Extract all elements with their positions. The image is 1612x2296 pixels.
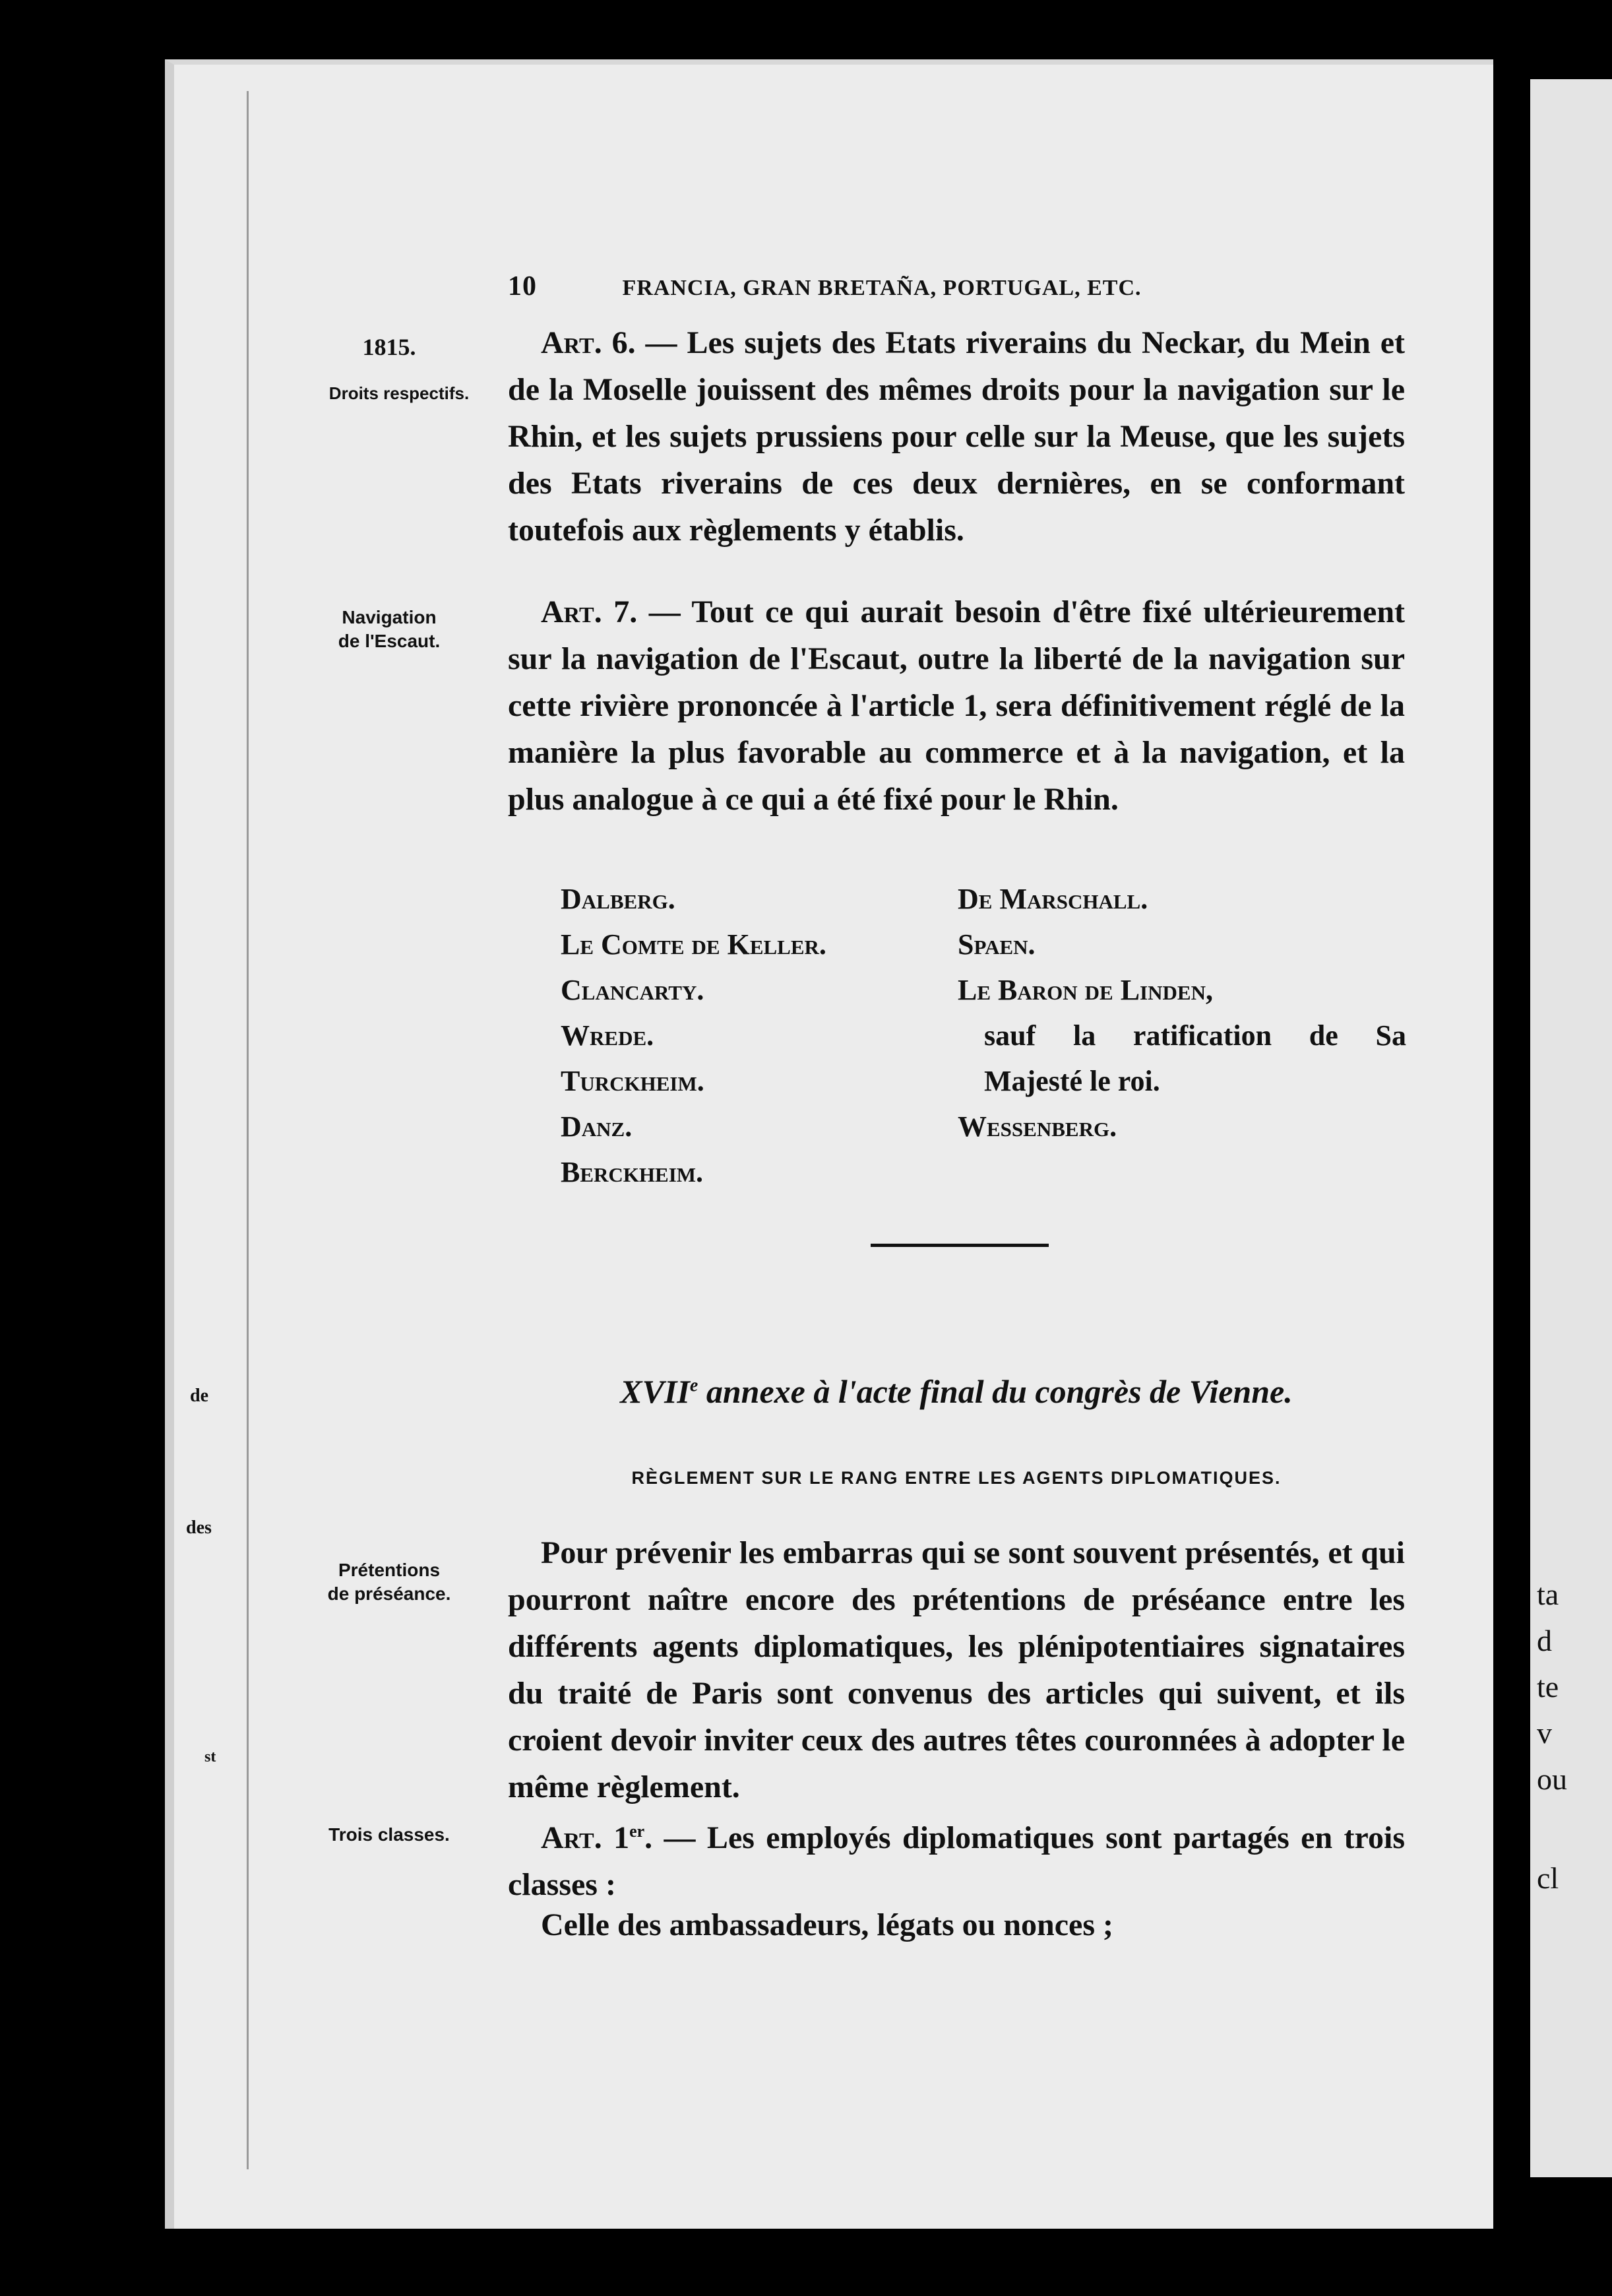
annex-title-text: annexe à l'acte final du congrès de Vienne. [698,1373,1293,1410]
signature: Dalberg. [561,883,675,915]
article-label-sup: er [629,1822,645,1841]
signature-condition: Majesté le roi. [984,1065,1160,1097]
signature: Spaen. [958,928,1036,961]
section-divider [871,1244,1049,1247]
margin-note-trois-classes: Trois classes. [328,1824,450,1845]
running-title: FRANCIA, GRAN BRETAÑA, PORTUGAL, ETC. [622,276,1142,300]
fragment-text: te [1537,1670,1559,1704]
margin-note-line: Navigation [342,607,437,627]
article-label: Art. 6. [541,325,636,360]
article-6 [508,319,1405,554]
fragment-text: st [204,1748,216,1766]
annex-roman: XVII [620,1373,690,1410]
margin-note-line: Prétentions [338,1560,441,1580]
fragment-text: cl [1537,1861,1559,1895]
fragment-text: ou [1537,1762,1567,1796]
signature-condition: sauf la ratification de Sa [984,1019,1406,1052]
running-header [508,271,1497,302]
article-7 [508,589,1405,823]
margin-note-droits: Droits respectifs. [328,383,470,403]
margin-year: 1815. [362,334,416,360]
article-label: Art. 7. [541,594,638,629]
signature: Clancarty. [561,974,704,1006]
signatures-right [958,876,1406,1149]
margin-note-navigation [303,606,475,653]
annex-sup: e [689,1375,698,1396]
preamble: Pour prévenir les embarras qui se sont souvent présentés, et qui pourront naître encore des prétentions de préséance entre les différents agents diplomatiques, les plénipotentiaires signataires du traité de Paris sont convenus des articles qui suivent, et ils croient devoir inviter ceux des autres têtes couronnées à adopter le même règlement. [508,1535,1405,1804]
signature: Berckheim. [561,1156,704,1188]
signature: Wessenberg. [958,1110,1117,1143]
article-text: — Les sujets des Etats riverains du Neckar, du Mein et de la Moselle jouissent des mêmes droits pour la navigation sur le Rhin, et les sujets prussiens pour celle sur la Meuse, que les sujets des Etats riverains de ces deux dernières, en se conformant toutefois aux règlements y établis. [508,325,1405,548]
signature: Le Comte de Keller. [561,928,826,961]
fragment-text: des [186,1517,212,1538]
fragment-text: ta [1537,1578,1559,1611]
signature: Turckheim. [561,1065,704,1097]
annex-title [508,1372,1405,1411]
signature: Le Baron de Linden, [958,974,1213,1006]
article-text: — Tout ce qui aurait besoin d'être fixé ultérieurement sur la navigation de l'Escaut, outre la liberté de la navigation sur cette rivière prononcée à l'article 1, sera définitivement réglé de la manière la plus favorable au commerce et à la navigation, et la plus analogue à ce qui a été fixé pour le Rhin. [508,594,1405,817]
margin-note-pretentions [303,1558,475,1606]
article-label: Art. 1 [541,1820,630,1855]
signatures-left [561,876,826,1195]
signature: Wrede. [561,1019,654,1052]
article-text: . — Les employés diplomatiques sont partagés en trois classes : [508,1820,1405,1902]
page-number: 10 [508,271,537,302]
margin-note-line: de préséance. [327,1583,451,1604]
margin-note-line: de l'Escaut. [338,631,441,651]
signature: De Marschall. [958,883,1148,915]
article-1 [508,1808,1405,1908]
signature: Danz. [561,1110,633,1143]
adjacent-page-fragment [1530,79,1612,2177]
fragment-text: v [1537,1716,1552,1750]
fragment-text: d [1537,1624,1552,1657]
fragment-text: de [190,1386,208,1406]
annex-subtitle: RÈGLEMENT SUR LE RANG ENTRE LES AGENTS DIPLOMATIQUES. [631,1468,1282,1488]
classe-1: Celle des ambassadeurs, légats ou nonces ; [541,1907,1114,1942]
